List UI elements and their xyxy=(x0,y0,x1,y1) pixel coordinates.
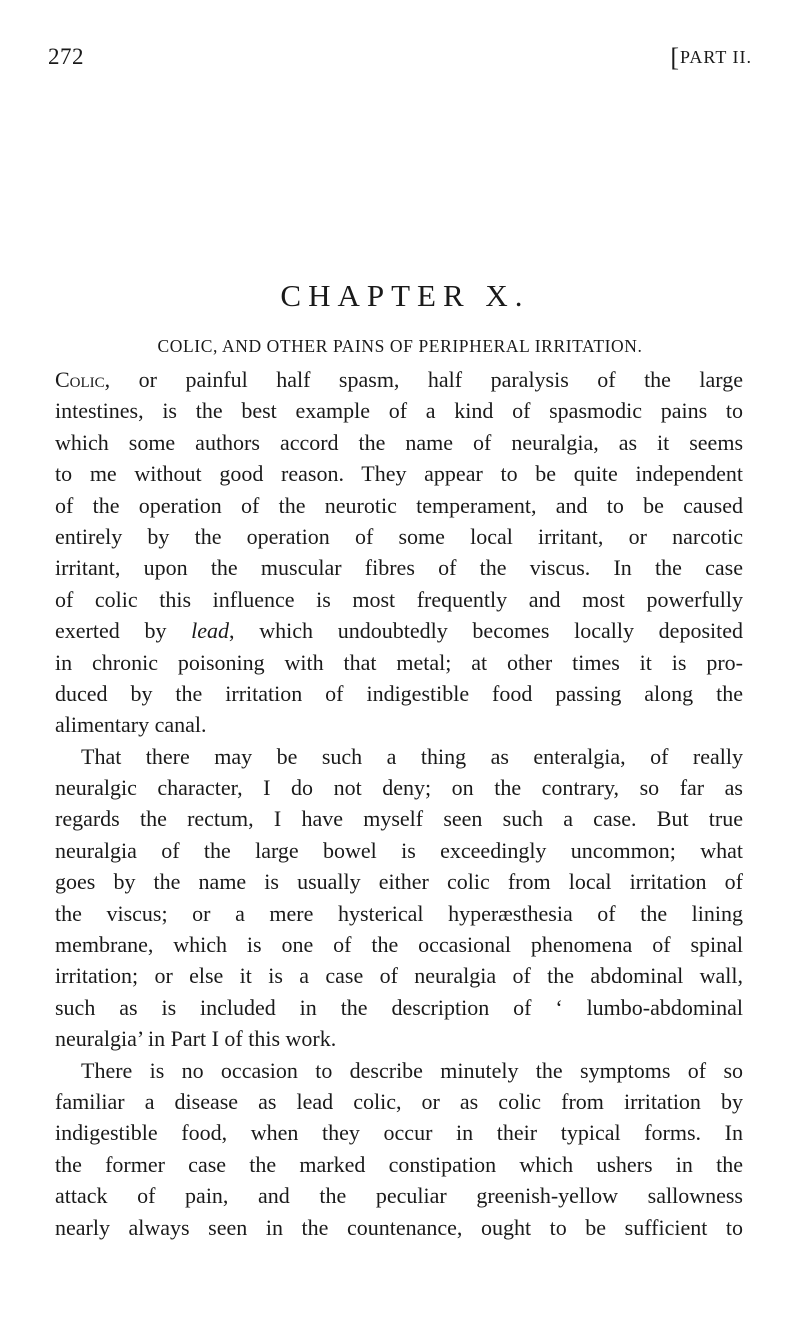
text-line xyxy=(55,552,743,583)
text-line xyxy=(55,678,743,709)
text-run: exerted by xyxy=(55,618,192,644)
text-line xyxy=(55,521,743,552)
text-line xyxy=(55,709,743,740)
text-line xyxy=(55,929,743,960)
running-head xyxy=(48,44,752,78)
text-run: intestines, is the best example of a kind of spasmodic pains to xyxy=(55,398,743,424)
text-run: which some authors accord the name of neuralgia, as it seems xyxy=(55,429,743,455)
text-run: goes by the name is usually either colic from local irritation of xyxy=(55,869,743,895)
text-run: irritant, upon the muscular fibres of the viscus. In the case xyxy=(55,555,743,581)
text-run: of colic this influence is most frequently and most powerfully xyxy=(55,586,743,612)
text-run: familiar a disease as lead colic, or as colic from irritation by xyxy=(55,1088,743,1114)
text-line xyxy=(55,803,743,834)
text-run: duced by the irritation of indigestible food passing along the xyxy=(55,680,743,706)
text-line xyxy=(55,992,743,1023)
chapter-subtitle: COLIC, AND OTHER PAINS OF PERIPHERAL IRRITATION. xyxy=(157,336,643,356)
text-run: That there may be such a thing as enteralgia, of really xyxy=(81,743,743,769)
text-run: neuralgia’ in Part I of this work. xyxy=(55,1026,337,1052)
text-run: the viscus; or a mere hysterical hyperæsthesia of the lining xyxy=(55,900,743,926)
text-line xyxy=(55,1055,743,1086)
text-line xyxy=(55,741,743,772)
text-line xyxy=(55,1180,743,1211)
text-line xyxy=(55,898,743,929)
text-line xyxy=(55,490,743,521)
italic-word: lead xyxy=(191,618,230,644)
text-run: membrane, which is one of the occasional phenomena of spinal xyxy=(55,932,743,958)
text-run: to me without good reason. They appear to be quite independent xyxy=(55,461,743,487)
text-run: alimentary canal. xyxy=(55,712,207,738)
text-run: nearly always seen in the countenance, ought to be sufficient to xyxy=(55,1214,743,1240)
text-line xyxy=(55,395,743,426)
text-line xyxy=(55,866,743,897)
text-run: neuralgic character, I do not deny; on the contrary, so far as xyxy=(55,775,743,801)
text-line xyxy=(55,1023,743,1054)
text-line xyxy=(55,584,743,615)
text-line xyxy=(55,615,743,646)
text-run: There is no occasion to describe minutely the symptoms of so xyxy=(81,1057,743,1083)
text-run: neuralgia of the large bowel is exceedingly uncommon; what xyxy=(55,837,743,863)
text-run: attack of pain, and the peculiar greenish-yellow sallowness xyxy=(55,1183,743,1209)
page-number: 272 xyxy=(48,44,84,69)
part-bracket: [ xyxy=(670,43,681,72)
text-line xyxy=(55,960,743,991)
text-line xyxy=(55,1212,743,1243)
text-run: the former case the marked constipation which ushers in the xyxy=(55,1151,743,1177)
text-run: in chronic poisoning with that metal; at other times it is pro- xyxy=(55,649,743,675)
text-run: regards the rectum, I have myself seen such a case. But true xyxy=(55,806,743,832)
text-line xyxy=(55,772,743,803)
text-run: indigestible food, when they occur in their typical forms. In xyxy=(55,1120,743,1146)
body-text xyxy=(55,364,743,1243)
text-line xyxy=(55,427,743,458)
part-label-text: PART II. xyxy=(680,47,752,67)
text-run: , or painful half spasm, half paralysis of the large xyxy=(104,367,743,392)
text-line xyxy=(55,1086,743,1117)
text-line xyxy=(55,458,743,489)
text-run: irritation; or else it is a case of neuralgia of the abdominal wall, xyxy=(55,963,743,989)
text-line xyxy=(55,364,743,395)
text-line xyxy=(55,647,743,678)
chapter-title: CHAPTER X. xyxy=(280,278,530,313)
lead-word: Colic xyxy=(55,367,105,392)
part-label xyxy=(670,43,752,72)
text-line xyxy=(55,835,743,866)
text-run: entirely by the operation of some local irritant, or narcotic xyxy=(55,523,743,549)
text-line xyxy=(55,1117,743,1148)
text-run: such as is included in the description of ‘ lumbo-abdominal xyxy=(55,994,743,1020)
text-run: , which undoubtedly becomes locally deposited xyxy=(229,618,743,644)
text-line xyxy=(55,1149,743,1180)
text-run: of the operation of the neurotic temperament, and to be caused xyxy=(55,492,743,518)
